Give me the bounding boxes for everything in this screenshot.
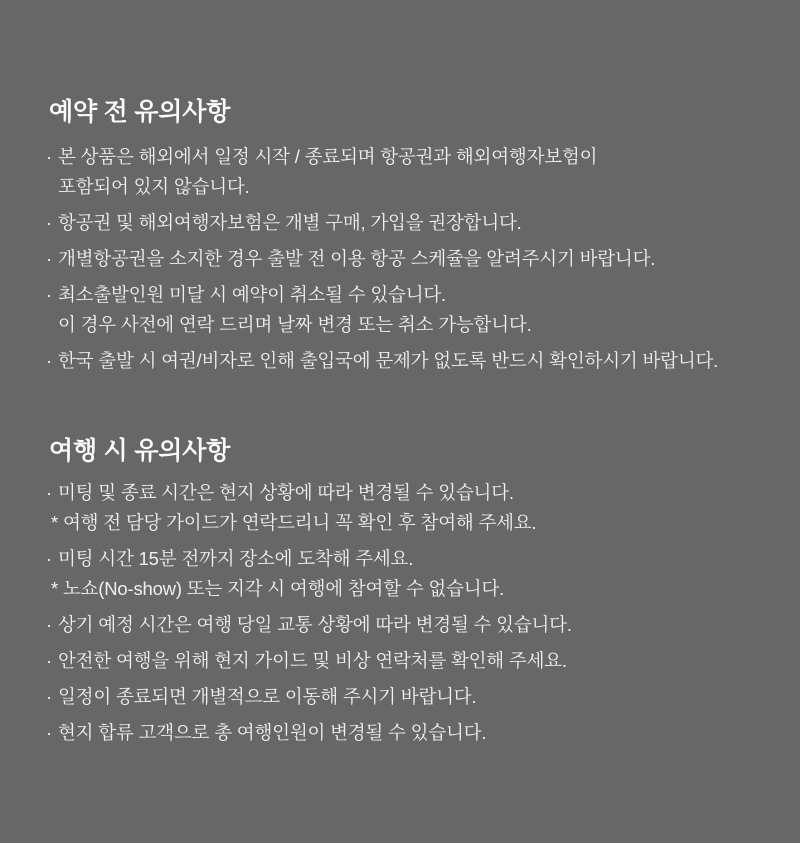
notice-item [46, 142, 760, 202]
notice-line-note: * 여행 전 담당 가이드가 연락드리니 꼭 확인 후 참여해 주세요. [51, 512, 537, 533]
section-title: 여행 시 유의사항 [49, 437, 231, 465]
bullet-marker: · [46, 722, 52, 743]
notice-line: 본 상품은 해외에서 일정 시작 / 종료되며 항공권과 해외여행자보험이 [58, 146, 598, 167]
section-title: 예약 전 유의사항 [49, 98, 231, 126]
bullet-marker: · [46, 212, 52, 233]
bullet-marker: · [46, 686, 52, 707]
notice-item [46, 244, 760, 274]
notice-item [46, 346, 760, 376]
notice-item [46, 646, 760, 676]
bullet-marker: · [46, 248, 52, 269]
notice-item [46, 208, 760, 238]
notice-line: 미팅 시간 15분 전까지 장소에 도착해 주세요. [58, 548, 414, 569]
notice-line: 미팅 및 종료 시간은 현지 상황에 따라 변경될 수 있습니다. [58, 482, 514, 503]
notice-item [46, 718, 760, 748]
notice-line-note: * 노쇼(No-show) 또는 지각 시 여행에 참여할 수 없습니다. [51, 578, 505, 599]
notice-item [46, 280, 760, 340]
notice-line: 안전한 여행을 위해 현지 가이드 및 비상 연락처를 확인해 주세요. [58, 650, 567, 671]
notice-item [46, 478, 760, 538]
notice-line: 현지 합류 고객으로 총 여행인원이 변경될 수 있습니다. [58, 722, 487, 743]
notice-line-continuation: 포함되어 있지 않습니다. [58, 176, 250, 197]
bullet-marker: · [46, 650, 52, 671]
section-before-booking [46, 97, 760, 376]
notice-item [46, 544, 760, 604]
notice-line: 항공권 및 해외여행자보험은 개별 구매, 가입을 권장합니다. [58, 212, 522, 233]
bullet-marker: · [46, 614, 52, 635]
bullet-marker: · [46, 350, 52, 371]
notice-list [46, 478, 760, 748]
notice-list [46, 142, 760, 376]
notice-item [46, 682, 760, 712]
bullet-marker: · [46, 146, 52, 167]
notice-item [46, 610, 760, 640]
bullet-marker: · [46, 548, 52, 569]
bullet-marker: · [46, 482, 52, 503]
notice-line: 일정이 종료되면 개별적으로 이동해 주시기 바랍니다. [58, 686, 477, 707]
bullet-marker: · [46, 284, 52, 305]
notice-line: 상기 예정 시간은 여행 당일 교통 상황에 따라 변경될 수 있습니다. [58, 614, 572, 635]
notice-line: 한국 출발 시 여권/비자로 인해 출입국에 문제가 없도록 반드시 확인하시기 바랍니다. [58, 350, 719, 371]
notice-line: 최소출발인원 미달 시 예약이 취소될 수 있습니다. [58, 284, 447, 305]
notice-line: 개별항공권을 소지한 경우 출발 전 이용 항공 스케쥴을 알려주시기 바랍니다. [58, 248, 656, 269]
section-during-trip [46, 436, 760, 748]
notice-line-continuation: 이 경우 사전에 연락 드리며 날짜 변경 또는 취소 가능합니다. [58, 314, 532, 335]
